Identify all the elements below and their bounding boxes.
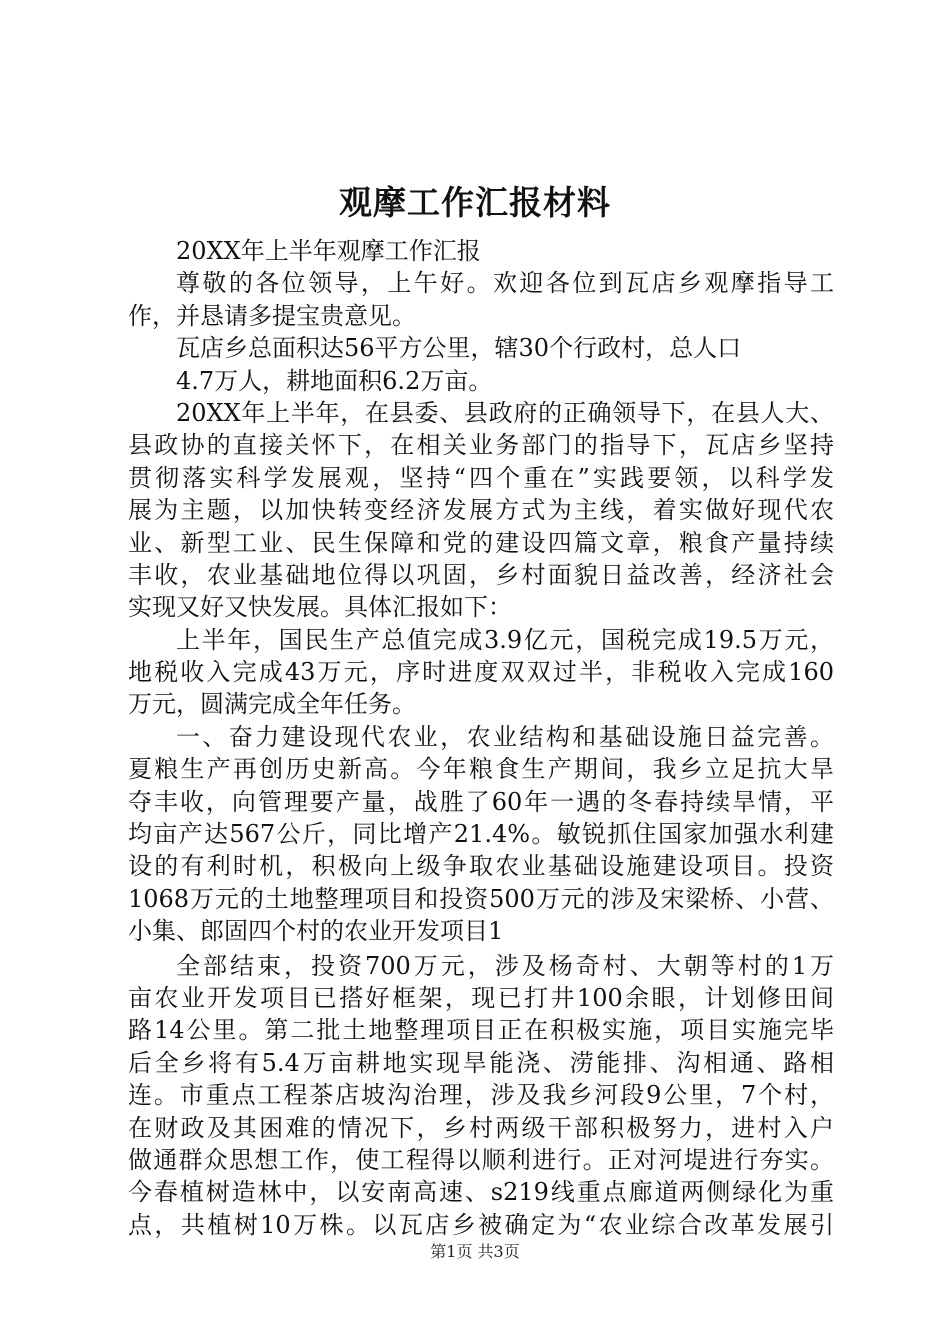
text-line: 连。市重点工程茶店坡沟治理，涉及我乡河段9公里，7个村， xyxy=(128,1081,834,1110)
text-line: 亩农业开发项目已搭好框架，现已打井100余眼，计划修田间 xyxy=(128,983,834,1012)
text-line: 实现又好又快发展。具体汇报如下： xyxy=(128,593,512,622)
text-line: 20XX年上半年，在县委、县政府的正确领导下，在县人大、 xyxy=(176,398,834,427)
section-heading-line: 一、奋力建设现代农业，农业结构和基础设施日益完善。 xyxy=(176,722,834,751)
text-line: 夺丰收，向管理要产量，战胜了60年一遇的冬春持续旱情，平 xyxy=(128,787,834,816)
text-line: 在财政及其困难的情况下，乡村两级干部积极努力，进村入户 xyxy=(128,1113,834,1142)
subtitle-line: 20XX年上半年观摩工作汇报 xyxy=(176,237,481,265)
text-line: 1068万元的土地整理项目和投资500万元的涉及宋梁桥、小营、 xyxy=(128,884,834,913)
text-line: 后全乡将有5.4万亩耕地实现旱能浇、涝能排、沟相通、路相 xyxy=(128,1048,834,1077)
text-line: 地税收入完成43万元，序时进度双双过半，非税收入完成160 xyxy=(128,658,834,687)
text-line: 小集、郎固四个村的农业开发项目1 xyxy=(128,917,504,946)
document-body xyxy=(128,235,834,1241)
text-line: 全部结束，投资700万元，涉及杨奇村、大朝等村的1万 xyxy=(176,951,834,980)
text-line: 夏粮生产再创历史新高。今年粮食生产期间，我乡立足抗大旱 xyxy=(128,755,834,784)
text-line: 今春植树造林中，以安南高速、s219线重点廊道两侧绿化为重 xyxy=(128,1178,834,1207)
text-line: 业、新型工业、民生保障和党的建设四篇文章，粮食产量持续 xyxy=(128,528,834,557)
text-line: 均亩产达567公斤，同比增产21.4%。敏锐抓住国家加强水利建 xyxy=(128,820,834,849)
text-line: 县政协的直接关怀下，在相关业务部门的指导下，瓦店乡坚持 xyxy=(128,431,834,460)
text-line: 丰收，农业基础地位得以巩固，乡村面貌日益改善，经济社会 xyxy=(128,560,834,589)
text-line: 上半年，国民生产总值完成3.9亿元，国税完成19.5万元， xyxy=(176,625,834,654)
document-title: 观摩工作汇报材料 xyxy=(339,183,611,222)
page-number-footer: 第1页 共3页 xyxy=(430,1242,520,1261)
text-line: 瓦店乡总面积达56平方公里，辖30个行政村，总人口 xyxy=(176,334,742,363)
text-line: 万元，圆满完成全年任务。 xyxy=(128,690,416,719)
text-line: 做通群众思想工作，使工程得以顺利进行。正对河堤进行夯实。 xyxy=(128,1145,834,1174)
text-line: 4.7万人，耕地面积6.2万亩。 xyxy=(176,366,493,395)
text-line: 作，并恳请多提宝贵意见。 xyxy=(128,301,416,330)
text-line: 展为主题，以加快转变经济发展方式为主线，着实做好现代农 xyxy=(128,496,834,525)
text-line: 路14公里。第二批土地整理项目正在积极实施，项目实施完毕 xyxy=(128,1016,834,1045)
text-line: 贯彻落实科学发展观，坚持“四个重在”实践要领，以科学发 xyxy=(128,463,834,492)
text-line: 尊敬的各位领导，上午好。欢迎各位到瓦店乡观摩指导工 xyxy=(176,269,834,298)
text-line: 设的有利时机，积极向上级争取农业基础设施建设项目。投资 xyxy=(128,852,834,881)
text-line: 点，共植树10万株。以瓦店乡被确定为“农业综合改革发展引 xyxy=(128,1210,834,1239)
